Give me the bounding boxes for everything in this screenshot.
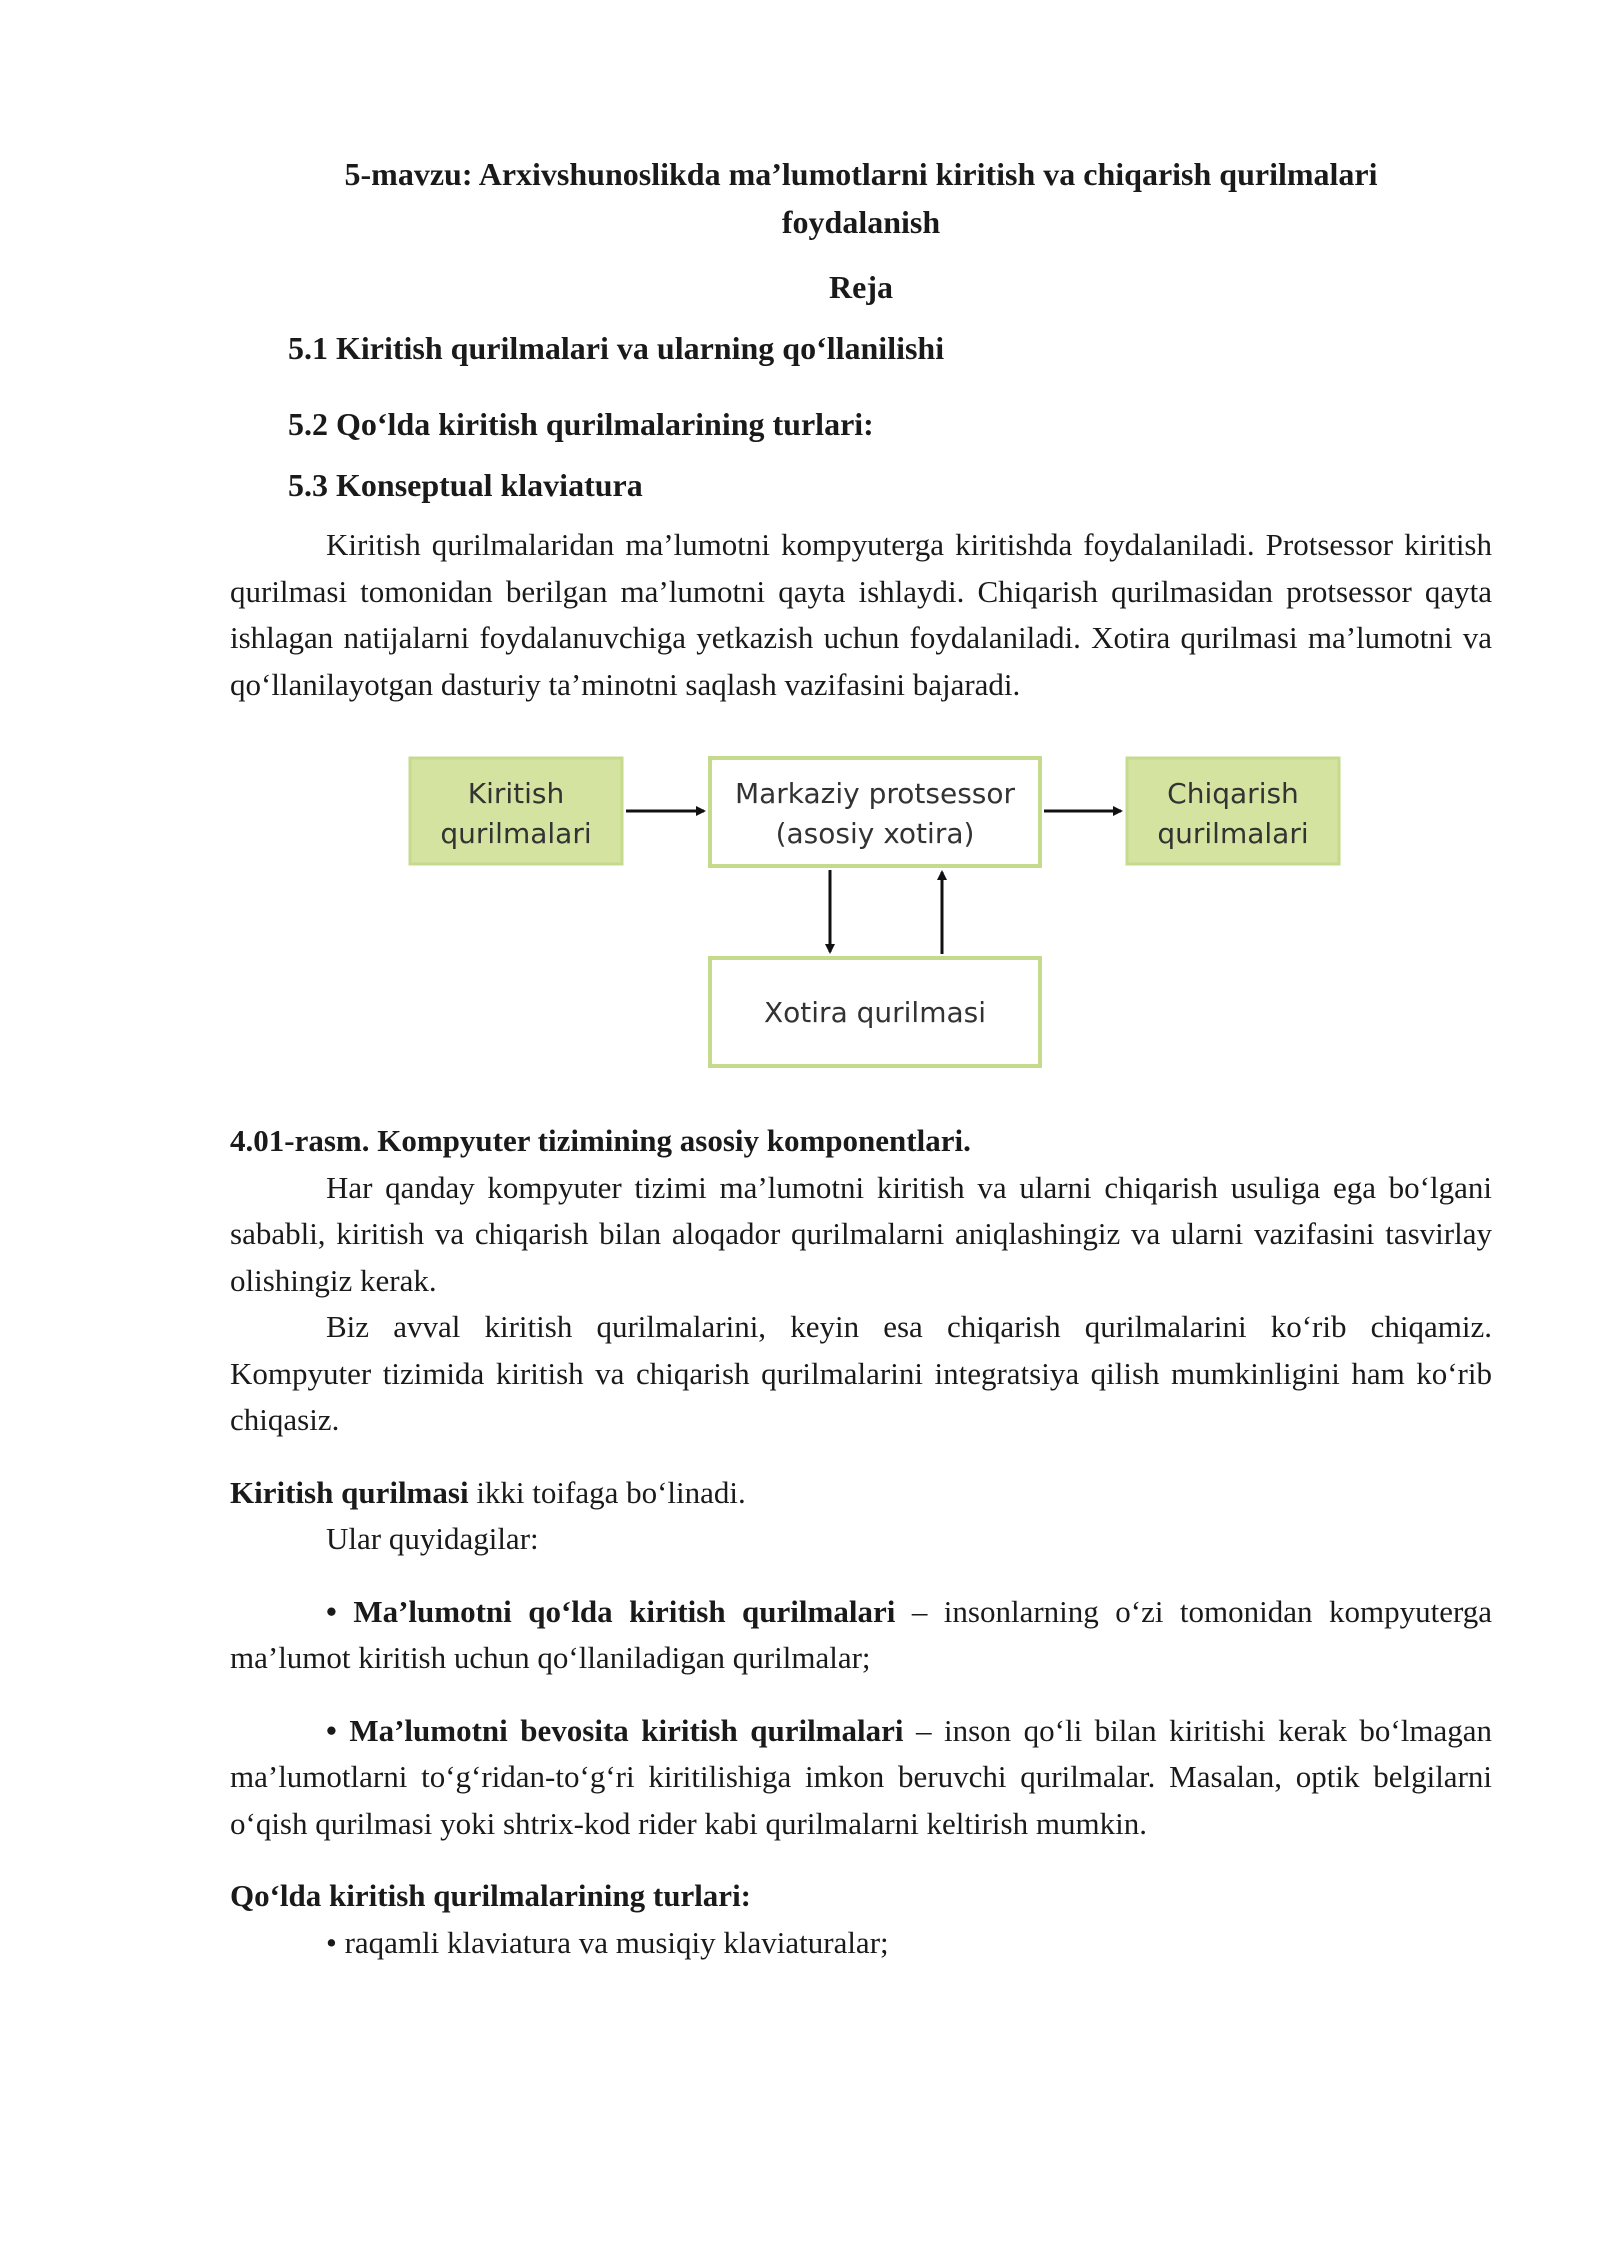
input-devices-label-2: qurilmalari	[440, 817, 592, 850]
plan-item-3: 5.3 Konseptual klaviatura	[288, 466, 643, 503]
title-line-1: 5-mavzu: Arxivshunoslikda ma’lumotlarni kiritish va chiqarish qurilmalari	[344, 156, 1378, 192]
cpu-box	[710, 758, 1040, 866]
plan-item-1: 5.1 Kiritish qurilmalari va ularning qo‘llanilishi	[288, 329, 945, 366]
document-page	[230, 150, 1492, 1966]
memory-label: Xotira qurilmasi	[763, 996, 987, 1029]
bullet-manual-input-rest: – insonlarning o‘zi tomonidan kompyuterga ma’lumot kiritish uchun qo‘llaniladigan qurilmalar;	[230, 1593, 1492, 1675]
bullet-direct-input-bold: • Ma’lumotni bevosita kiritish qurilmalari	[326, 1712, 904, 1748]
bullet-manual-input	[230, 1589, 1492, 1682]
manual-input-heading: Qo‘lda kiritish qurilmalarining turlari:	[230, 1878, 752, 1913]
manual-input-item-1: • raqamli klaviatura va musiqiy klaviaturalar;	[326, 1924, 889, 1960]
cpu-label-2: (asosiy xotira)	[775, 817, 975, 850]
components-diagram	[230, 708, 1492, 1118]
input-categories-bold: Kiritish qurilmasi	[230, 1474, 469, 1510]
they-are-line: Ular quyidagilar:	[326, 1521, 539, 1556]
bullet-direct-input-rest: – inson qo‘li bilan kiritishi kerak bo‘lmagan ma’lumotlarni to‘g‘ridan-to‘g‘ri kiritilishiga imkon beruvchi qurilmalar. Masalan, optik belgilarni o‘qish qurilmasi yoki shtrix-kod rider kabi qurilmalarni keltirish mumkin.	[230, 1712, 1493, 1841]
document-title	[230, 150, 1492, 246]
memory-box	[710, 958, 1040, 1066]
input-categories-line	[230, 1470, 1492, 1517]
title-line-2: foydalanish	[781, 204, 941, 240]
input-categories-rest: ikki toifaga bo‘linadi.	[468, 1474, 746, 1510]
output-devices-label-1: Chiqarish	[1167, 777, 1299, 810]
cpu-label-1: Markaziy protsessor	[734, 777, 1016, 810]
input-devices-box	[410, 758, 622, 864]
paragraph-review: Biz avval kiritish qurilmalarini, keyin esa chiqarish qurilmalarini ko‘rib chiqamiz. Kompyuter tizimida kiritish va chiqarish qurilmalarini integratsiya qilish mumkinligini ham ko‘rib chiqasiz.	[230, 1309, 1492, 1437]
input-devices-label-1: Kiritish	[467, 777, 565, 810]
figure-caption: 4.01-rasm. Kompyuter tizimining asosiy komponentlari.	[230, 1123, 971, 1158]
paragraph-intro: Kiritish qurilmalaridan ma’lumotni kompyuterga kiritishda foydalaniladi. Protsessor kiritish qurilmasi tomonidan berilgan ma’lumotni qayta ishlaydi. Chiqarish qurilmasidan protsessor qayta ishlagan natijalarni foydalanuvchiga yetkazish uchun foydalaniladi. Xotira qurilmasi ma’lumotni va qo‘llanilayotgan dasturiy ta’minotni saqlash vazifasini bajaradi.	[230, 527, 1492, 702]
output-devices-box	[1127, 758, 1339, 864]
bullet-direct-input	[230, 1708, 1492, 1848]
plan-item-2: 5.2 Qo‘lda kiritish qurilmalarining turlari:	[288, 406, 874, 442]
output-devices-label-2: qurilmalari	[1157, 817, 1309, 850]
diagram-svg	[230, 708, 1492, 1118]
bullet-manual-input-bold: • Ma’lumotni qo‘lda kiritish qurilmalari	[326, 1593, 896, 1629]
plan-heading: Reja	[829, 269, 893, 305]
paragraph-io: Har qanday kompyuter tizimi ma’lumotni kiritish va ularni chiqarish usuliga ega bo‘lgani sababli, kiritish va chiqarish bilan aloqador qurilmalarni aniqlashingiz va ularni vazifasini tasvirlay olishingiz kerak.	[230, 1169, 1492, 1298]
